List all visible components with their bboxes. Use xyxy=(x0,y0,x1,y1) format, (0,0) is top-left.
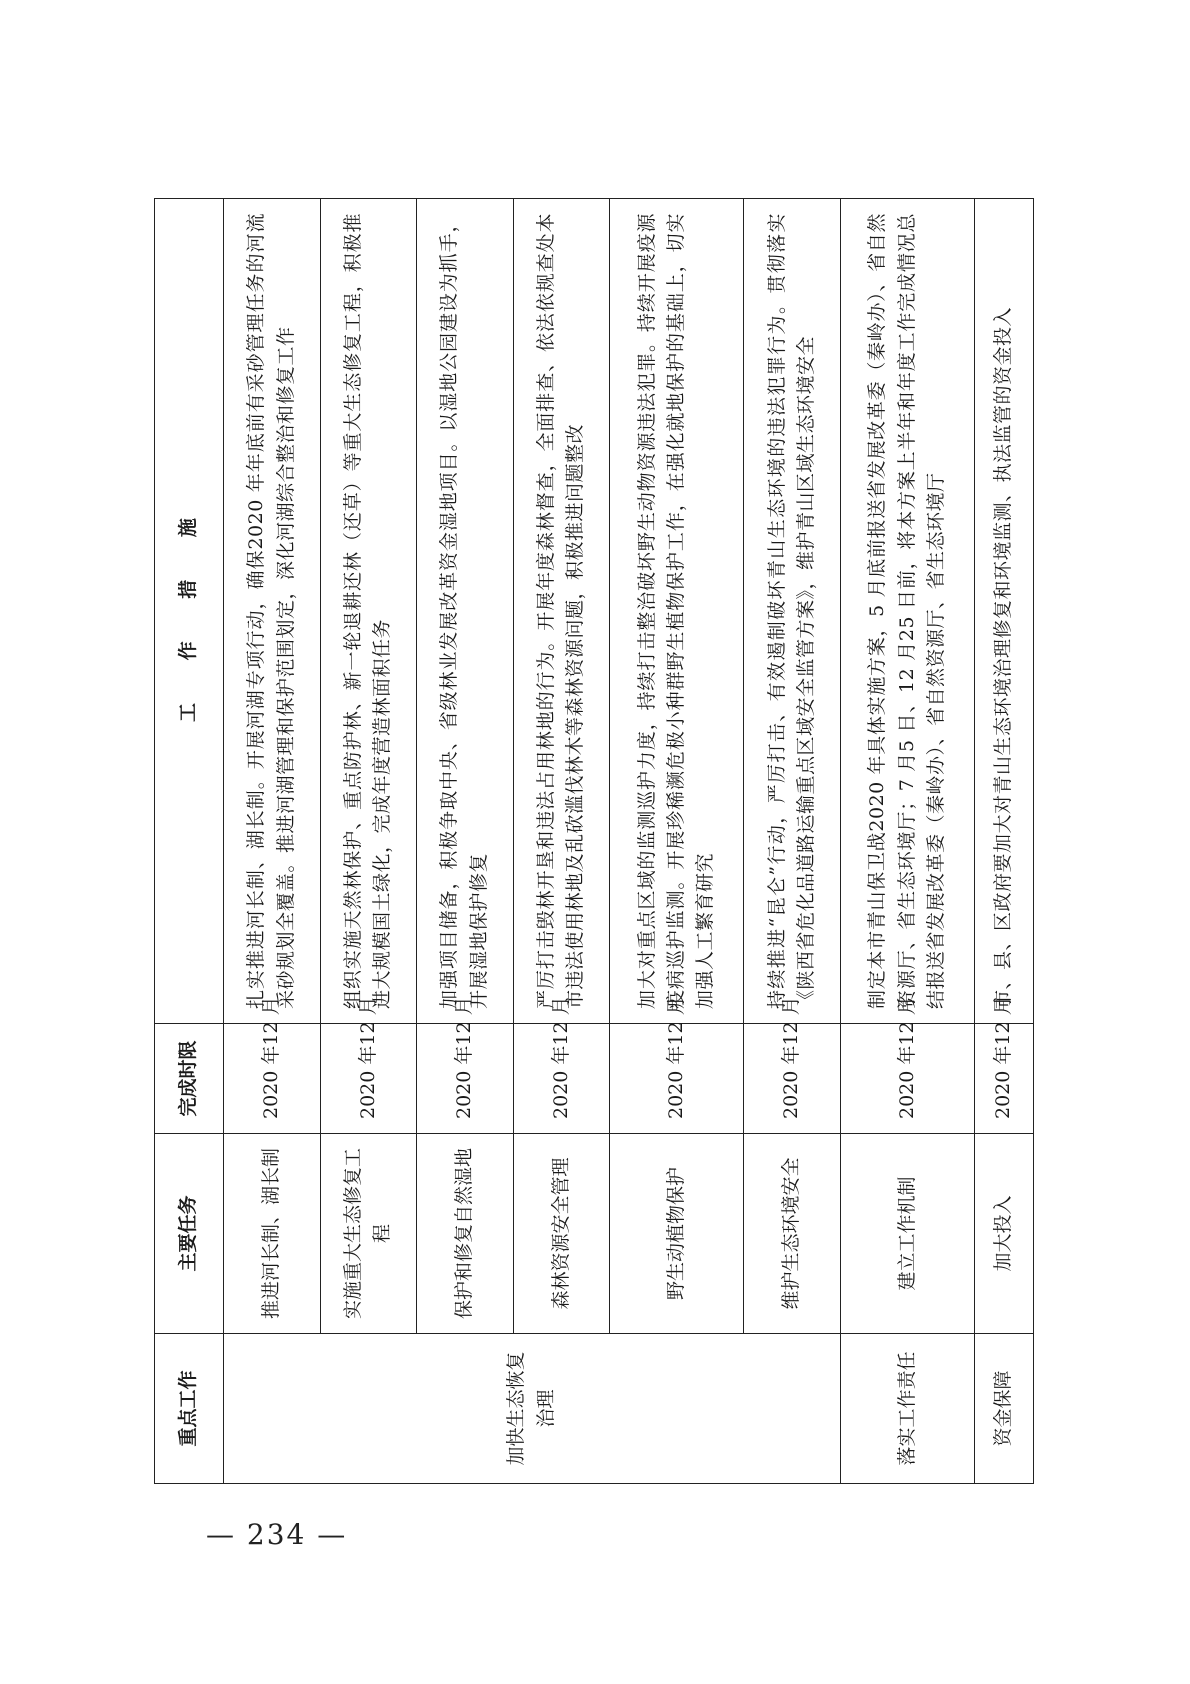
header-measures: 工 作 措 施 xyxy=(155,199,224,1024)
table-row xyxy=(744,199,841,1484)
deadline-cell: 2020 年12 月 xyxy=(320,1024,417,1134)
deadline-cell: 2020 年12 月 xyxy=(744,1024,841,1134)
measure-cell: 制定本市青山保卫战2020 年具体实施方案，5 月底前报送省发展改革委（秦岭办）、省自然资源厅、省生态环境厅；7 月5 日、12 月25 日前，将本方案上半年和年度工作完成情况总结报送省发展改革委（秦岭办）、省自然资源厅、省生态环境厅 xyxy=(840,199,974,1024)
task-cell: 建立工作机制 xyxy=(840,1134,974,1334)
task-cell: 实施重大生态修复工程 xyxy=(320,1134,417,1334)
task-cell: 森林资源安全管理 xyxy=(513,1134,610,1334)
table-header-row xyxy=(155,199,224,1484)
header-deadline: 完成时限 xyxy=(155,1024,224,1134)
page-number: — 234 — xyxy=(206,1518,348,1551)
rotated-table-container xyxy=(154,199,1034,1484)
task-cell: 保护和修复自然湿地 xyxy=(417,1134,514,1334)
measure-cell: 加强项目储备，积极争取中央、省级林业发展改革资金湿地项目。以湿地公园建设为抓手，开展湿地保护修复 xyxy=(417,199,514,1024)
deadline-cell: 2020 年12 月 xyxy=(513,1024,610,1134)
measure-cell: 持续推进“昆仑”行动，严厉打击、有效遏制破坏青山生态环境的违法犯罪行为。贯彻落实《陕西省危化品道路运输重点区域安全监管方案》，维护青山区域生态环境安全 xyxy=(744,199,841,1024)
header-main-task: 主要任务 xyxy=(155,1134,224,1334)
header-key-work: 重点工作 xyxy=(155,1334,224,1484)
table-row xyxy=(224,199,321,1484)
measure-cell: 扎实推进河长制、湖长制。开展河湖专项行动，确保2020 年年底前有采砂管理任务的河流采砂规划全覆盖。推进河湖管理和保护范围划定，深化河湖综合整治和修复工作 xyxy=(224,199,321,1024)
deadline-cell: 2020 年12 月 xyxy=(840,1024,974,1134)
table-row xyxy=(513,199,610,1484)
table-row xyxy=(320,199,417,1484)
table-row xyxy=(610,199,744,1484)
measure-cell: 严厉打击毁林开垦和违法占用林地的行为。开展年度森林督查，全面排查、依法依规查处本市违法使用林地及乱砍滥伐林木等森林资源问题，积极推进问题整改 xyxy=(513,199,610,1024)
measure-cell: 市、县、区政府要加大对青山生态环境治理修复和环境监测、执法监管的资金投入 xyxy=(974,199,1033,1024)
table-row xyxy=(974,199,1033,1484)
key-work-responsibility: 落实工作责任 xyxy=(840,1334,974,1484)
task-cell: 维护生态环境安全 xyxy=(744,1134,841,1334)
deadline-cell: 2020 年12 月 xyxy=(224,1024,321,1134)
measure-cell: 组织实施天然林保护、重点防护林、新一轮退耕还林（还草）等重大生态修复工程，积极推进大规模国土绿化，完成年度营造林面积任务 xyxy=(320,199,417,1024)
table-row xyxy=(840,199,974,1484)
task-cell: 推进河长制、湖长制 xyxy=(224,1134,321,1334)
deadline-cell: 2020 年12 月 xyxy=(610,1024,744,1134)
key-work-funding: 资金保障 xyxy=(974,1334,1033,1484)
task-cell: 加大投入 xyxy=(974,1134,1033,1334)
deadline-cell: 2020 年12 月 xyxy=(974,1024,1033,1134)
work-measures-table xyxy=(154,198,1034,1484)
key-work-ecology: 加快生态恢复治理 xyxy=(224,1334,841,1484)
task-cell: 野生动植物保护 xyxy=(610,1134,744,1334)
measure-cell: 加大对重点区域的监测巡护力度，持续打击整治破坏野生动物资源违法犯罪。持续开展疫源疫病巡护监测。开展珍稀濒危极小种群野生植物保护工作，在强化就地保护的基础上，切实加强人工繁育研究 xyxy=(610,199,744,1024)
deadline-cell: 2020 年12 月 xyxy=(417,1024,514,1134)
table-row xyxy=(417,199,514,1484)
